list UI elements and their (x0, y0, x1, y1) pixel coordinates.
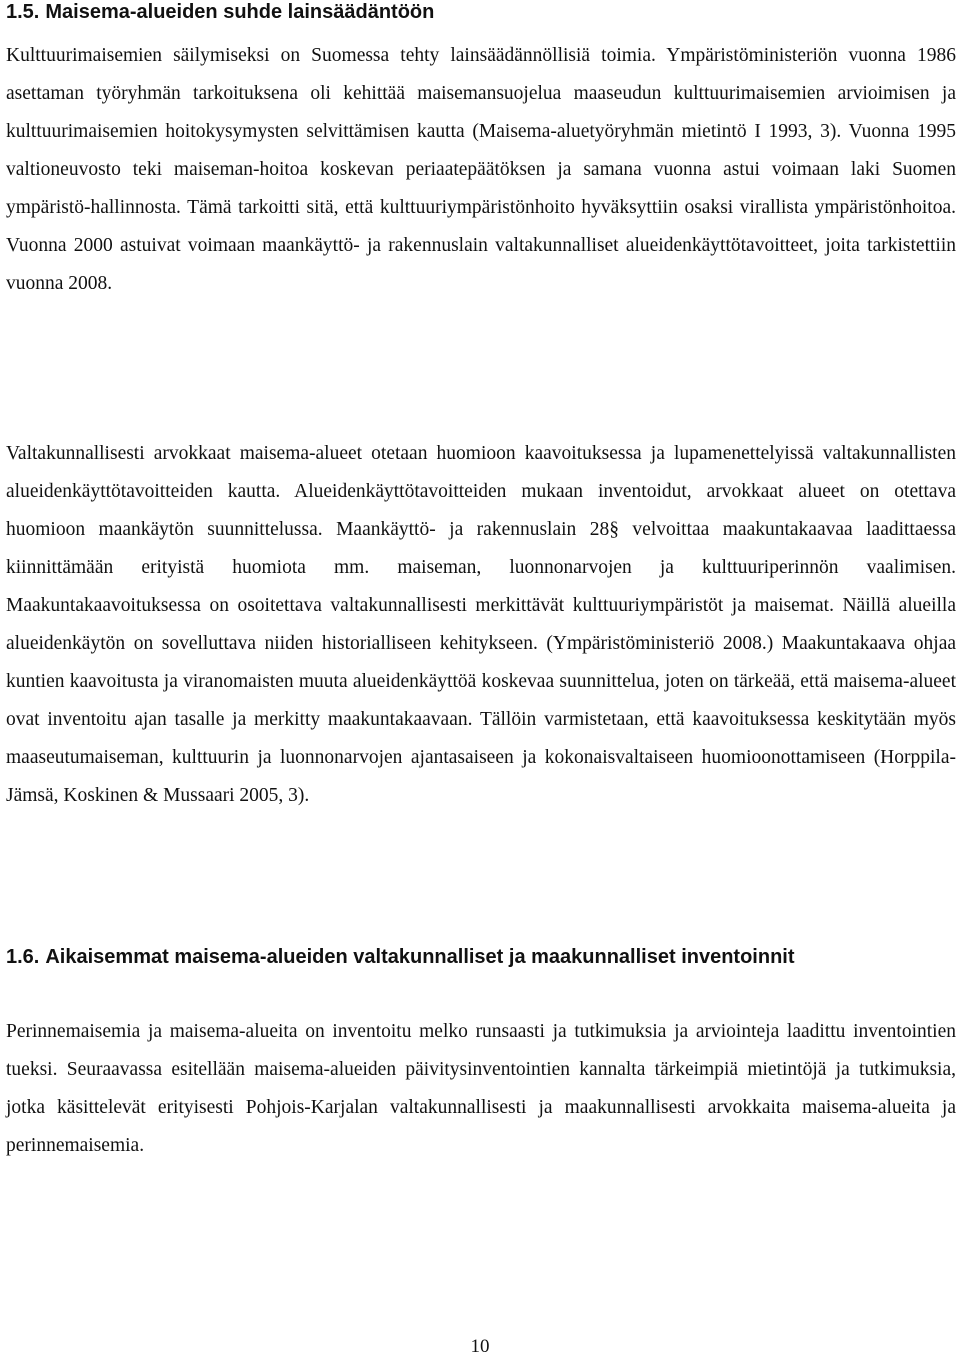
section-heading-1-6 (6, 945, 795, 969)
paragraph: Kulttuurimaisemien säilymiseksi on Suomessa tehty lainsäädännöllisiä toimia. Ympäristöministeriön vuonna 1986 asettaman työryhmän tarkoituksena oli kehittää maisemansuojelua maaseudun kulttuurimaisemien arvioimisen ja kulttuurimaisemien hoitokysymysten selvittämisen kautta (Maisema-aluetyöryhmän mietintö I 1993, 3). Vuonna 1995 valtioneuvosto teki maiseman-hoitoa koskevan periaatepäätöksen ja samana vuonna astui voimaan laki Suomen ympäristö-hallinnosta. Tämä tarkoitti sitä, että kulttuuriympäristönhoito hyväksyttiin osaksi virallista ympäristönhoitoa. Vuonna 2000 astuivat voimaan maankäyttö- ja rakennuslain valtakunnalliset alueidenkäyttötavoitteet, joita tarkistettiin vuonna 2008. (6, 45, 956, 294)
section-number: 1.6. (6, 946, 40, 968)
paragraph: Perinnemaisemia ja maisema-alueita on inventoitu melko runsaasti ja tutkimuksia ja arviointeja laadittu inventointien tueksi. Seuraavassa esitellään maisema-alueiden päivitysinventointien kannalta tärkeimpiä mietintöjä ja tutkimuksia, jotka käsittelevät erityisesti Pohjois-Karjalan valtakunnallisesti ja maakunnallisesti arvokkaita maisema-alueita ja perinnemaisemia. (6, 1021, 956, 1156)
section-heading-1-5 (6, 0, 434, 24)
section-title: Aikaisemmat maisema-alueiden valtakunnalliset ja maakunnalliset inventoinnit (45, 946, 795, 968)
paragraph: Valtakunnallisesti arvokkaat maisema-alueet otetaan huomioon kaavoituksessa ja lupamenettelyissä valtakunnallisten alueidenkäyttötavoitteiden kautta. Alueidenkäyttötavoitteiden mukaan inventoidut, arvokkaat alueet on otettava huomioon maankäytön suunnittelussa. Maankäyttö- ja rakennuslain 28§ velvoittaa maakuntakaavaa laadittaessa kiinnittämään erityistä huomiota mm. maiseman, luonnonarvojen ja kulttuuriperinnön vaalimisen. Maakuntakaavoituksessa on osoitettava valtakunnallisesti merkittävät kulttuuriympäristöt ja maisemat. Näillä alueilla alueidenkäytön on sovelluttava niiden historialliseen kehitykseen. (Ympäristöministeriö 2008.) Maakuntakaava ohjaa kuntien kaavoitusta ja viranomaisten muuta alueidenkäyttöä koskevaa suunnittelua, joten on tärkeää, että maisema-alueet ovat inventoitu ajan tasalle ja merkitty maakuntakaavaan. Tällöin varmistetaan, että kaavoituksessa keskitytään myös maaseutumaiseman, kulttuurin ja luonnonarvojen ajantasaiseen ja kokonaisvaltaiseen huomioonottamiseen (Horppila-Jämsä, Koskinen & Mussaari 2005, 3). (6, 443, 956, 806)
section-number: 1.5. (6, 1, 40, 23)
page-number: 10 (470, 1336, 490, 1357)
section-title: Maisema-alueiden suhde lainsäädäntöön (45, 1, 435, 23)
